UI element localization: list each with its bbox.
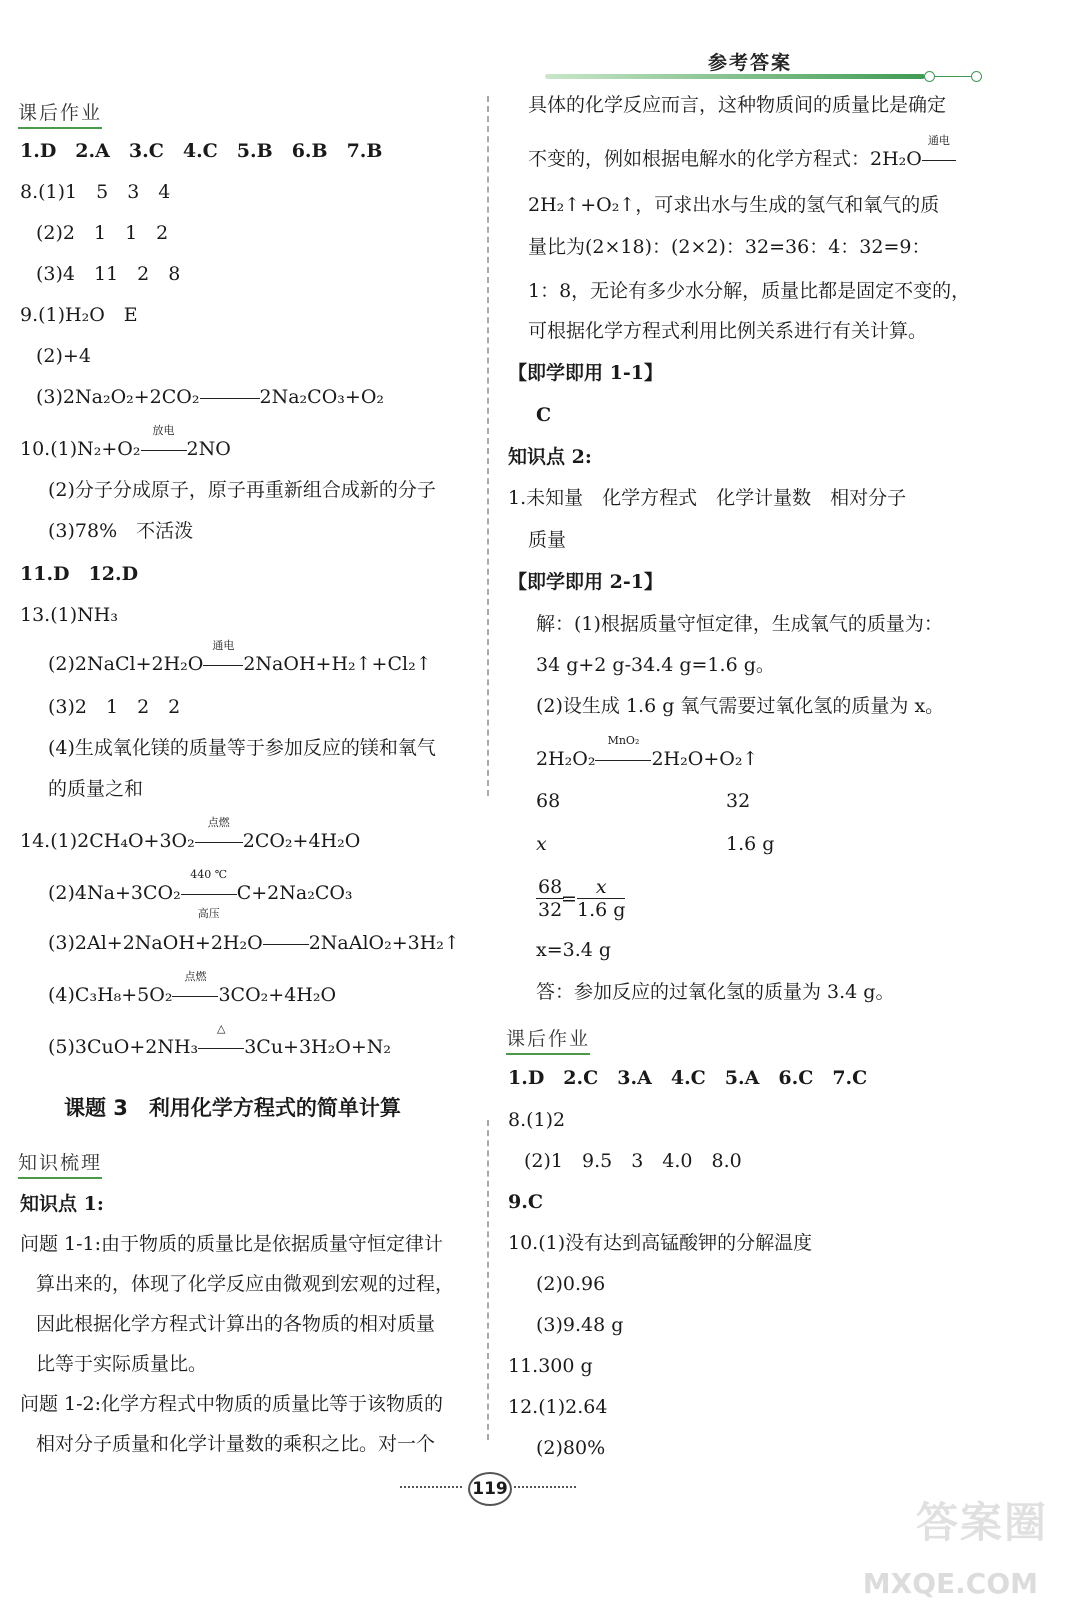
equation-reactants: 14.(1)2CH₄O+3O₂ xyxy=(20,830,195,852)
equation-line xyxy=(48,868,353,920)
text-line: 具体的化学反应而言，这种物质间的质量比是确定 xyxy=(528,94,947,116)
watermark-url: MXQE.COM xyxy=(862,1567,1038,1600)
equation-products: 2Na₂CO₃+O₂ xyxy=(259,386,385,408)
knowledge-point-label: 知识点 1: xyxy=(20,1193,104,1215)
text-line: 量比为(2×18)：(2×2)：32=36：4：32=9： xyxy=(528,236,931,258)
answer-line: (2)1 9.5 3 4.0 8.0 xyxy=(524,1150,742,1172)
answer-line: 12.(1)2.64 xyxy=(508,1396,608,1418)
equation-reactants: (3)2Na₂O₂+2CO₂ xyxy=(36,386,200,408)
footer-dots xyxy=(400,1486,462,1488)
header-circle-icon xyxy=(924,71,935,82)
answer-line: (2)+4 xyxy=(36,345,91,367)
equation-line xyxy=(528,134,956,170)
equation-line xyxy=(48,1022,391,1058)
answer-line: 10.(1)没有达到高锰酸钾的分解温度 xyxy=(508,1232,813,1254)
section-heading-knowledge: 知识梳理 xyxy=(18,1148,102,1179)
text-line: 算出来的，体现了化学反应由微观到宏观的过程， xyxy=(36,1273,455,1295)
answer-line: (3)9.48 g xyxy=(536,1314,624,1336)
answer-line: (2)80% xyxy=(536,1437,606,1459)
answer-line: 9.(1)H₂O E xyxy=(20,304,138,326)
page-number: 119 xyxy=(468,1472,512,1506)
watermark-logo: 答案圈 xyxy=(915,1498,1048,1547)
text-line: 问题 1-1:由于物质的质量比是依据质量守恒定律计 xyxy=(20,1233,444,1255)
equation-products: C+2Na₂CO₃ xyxy=(236,882,353,904)
equals-sign: = xyxy=(561,888,577,910)
reaction-condition: 通电 xyxy=(203,655,243,674)
ratio-value: 68 xyxy=(536,790,561,812)
equals-sign xyxy=(200,388,260,407)
equals-sign xyxy=(263,934,309,953)
text-segment: 不变的，例如根据电解水的化学方程式：2H₂O xyxy=(528,148,922,170)
equation-line xyxy=(20,424,231,460)
knowledge-point-label: 知识点 2: xyxy=(508,446,592,468)
text-line: 答：参加反应的过氧化氢的质量为 3.4 g。 xyxy=(536,981,895,1003)
header-circle-icon xyxy=(971,71,982,82)
text-line: 2H₂↑+O₂↑，可求出水与生成的氢气和氧气的质 xyxy=(528,194,940,216)
answer-line: 1.D 2.A 3.C 4.C 5.B 6.B 7.B xyxy=(20,140,383,162)
answer-line: 8.(1)2 xyxy=(508,1109,566,1131)
ratio-value: 32 xyxy=(726,790,751,812)
answer-line: (3)2 1 2 2 xyxy=(48,696,181,718)
equation-products: 3CO₂+4H₂O xyxy=(218,984,337,1006)
reaction-condition: MnO₂ xyxy=(595,750,651,769)
equation-line xyxy=(48,970,337,1006)
section-heading-homework: 课后作业 xyxy=(18,98,102,129)
equation-reactants: (2)2NaCl+2H₂O xyxy=(48,653,204,675)
text-line: 可根据化学方程式利用比例关系进行有关计算。 xyxy=(528,320,928,342)
equation-reactants: 2H₂O₂ xyxy=(536,748,596,770)
text-line: 34 g+2 g-34.4 g=1.6 g。 xyxy=(536,654,775,676)
fraction-right: $\frac{x}{1.6 g}$ xyxy=(577,876,626,921)
text-line: 比等于实际质量比。 xyxy=(36,1353,208,1375)
equation-reactants: (4)C₃H₈+5O₂ xyxy=(48,984,173,1006)
text-line: 相对分子质量和化学计量数的乘积之比。对一个 xyxy=(36,1433,436,1455)
equation-products: 2NO xyxy=(186,438,231,460)
equation-products: 2CO₂+4H₂O xyxy=(242,830,361,852)
text-line: 解：(1)根据质量守恒定律，生成氧气的质量为： xyxy=(536,613,943,635)
answer-line: (2)0.96 xyxy=(536,1273,606,1295)
column-divider xyxy=(487,96,489,796)
section-heading-homework: 课后作业 xyxy=(506,1024,590,1055)
ratio-value: 1.6 g xyxy=(726,833,775,855)
answer-line: (4)生成氧化镁的质量等于参加反应的镁和氧气 xyxy=(48,737,436,759)
equation-products: 2NaAlO₂+3H₂↑ xyxy=(308,932,460,954)
answer-line: 11.300 g xyxy=(508,1355,593,1377)
reaction-condition: 440 ℃ 高压 xyxy=(181,884,237,903)
answer-line: (2)分子分成原子，原子再重新组合成新的分子 xyxy=(48,479,436,501)
equation-reactants: 10.(1)N₂+O₂ xyxy=(20,438,141,460)
answer-line: 9.C xyxy=(508,1191,543,1213)
equation-line xyxy=(536,734,759,770)
header-decoration-bar xyxy=(545,74,925,79)
text-line: 质量 xyxy=(528,529,567,551)
footer-dots xyxy=(514,1486,576,1488)
reaction-condition: 点燃 xyxy=(195,832,243,851)
reaction-condition: △ xyxy=(198,1038,244,1057)
equation-products: 3Cu+3H₂O+N₂ xyxy=(244,1036,391,1058)
header-title: 参考答案 xyxy=(708,52,793,74)
equation-line xyxy=(20,816,361,852)
equation-line xyxy=(48,639,432,675)
answer-line: C xyxy=(536,404,552,426)
equation-line xyxy=(36,388,384,407)
equation-reactants: (5)3CuO+2NH₃ xyxy=(48,1036,199,1058)
equation-products: 2NaOH+H₂↑+Cl₂↑ xyxy=(243,653,432,675)
answer-line: 13.(1)NH₃ xyxy=(20,604,118,626)
answer-line: (3)78% 不活泼 xyxy=(48,520,194,542)
reaction-condition: 点燃 xyxy=(172,986,218,1005)
column-divider xyxy=(487,1120,489,1440)
equation-line xyxy=(48,934,460,953)
practice-heading: 【即学即用 1-1】 xyxy=(508,362,663,384)
ratio-value: x xyxy=(536,833,547,855)
text-line: 问题 1-2:化学方程式中物质的质量比等于该物质的 xyxy=(20,1393,444,1415)
equation-reactants: (3)2Al+2NaOH+2H₂O xyxy=(48,932,263,954)
fraction-left: $\frac{68}{32}$ xyxy=(538,876,563,921)
equation-products: 2H₂O+O₂↑ xyxy=(651,748,759,770)
answer-line: (3)4 11 2 8 xyxy=(36,263,181,285)
answer-line: 的质量之和 xyxy=(48,778,144,800)
chapter-title: 课题 3 利用化学方程式的简单计算 xyxy=(64,1096,401,1120)
answer-line: 8.(1)1 5 3 4 xyxy=(20,181,171,203)
text-line: (2)设生成 1.6 g 氧气需要过氧化氢的质量为 x。 xyxy=(536,695,945,717)
equation-reactants: (2)4Na+3CO₂ xyxy=(48,882,181,904)
text-line: 1：8，无论有多少水分解，质量比都是固定不变的， xyxy=(528,280,971,302)
reaction-condition: 放电 xyxy=(141,440,187,459)
text-line: 因此根据化学方程式计算出的各物质的相对质量 xyxy=(36,1313,436,1335)
text-line: 1.未知量 化学方程式 化学计量数 相对分子 xyxy=(508,487,907,509)
answer-line: 11.D 12.D xyxy=(20,563,139,585)
answer-line: (2)2 1 1 2 xyxy=(36,222,169,244)
reaction-condition: 通电 xyxy=(922,150,956,169)
practice-heading: 【即学即用 2-1】 xyxy=(508,571,663,593)
text-line: x=3.4 g xyxy=(536,939,612,961)
answer-line: 1.D 2.C 3.A 4.C 5.A 6.C 7.C xyxy=(508,1067,868,1089)
